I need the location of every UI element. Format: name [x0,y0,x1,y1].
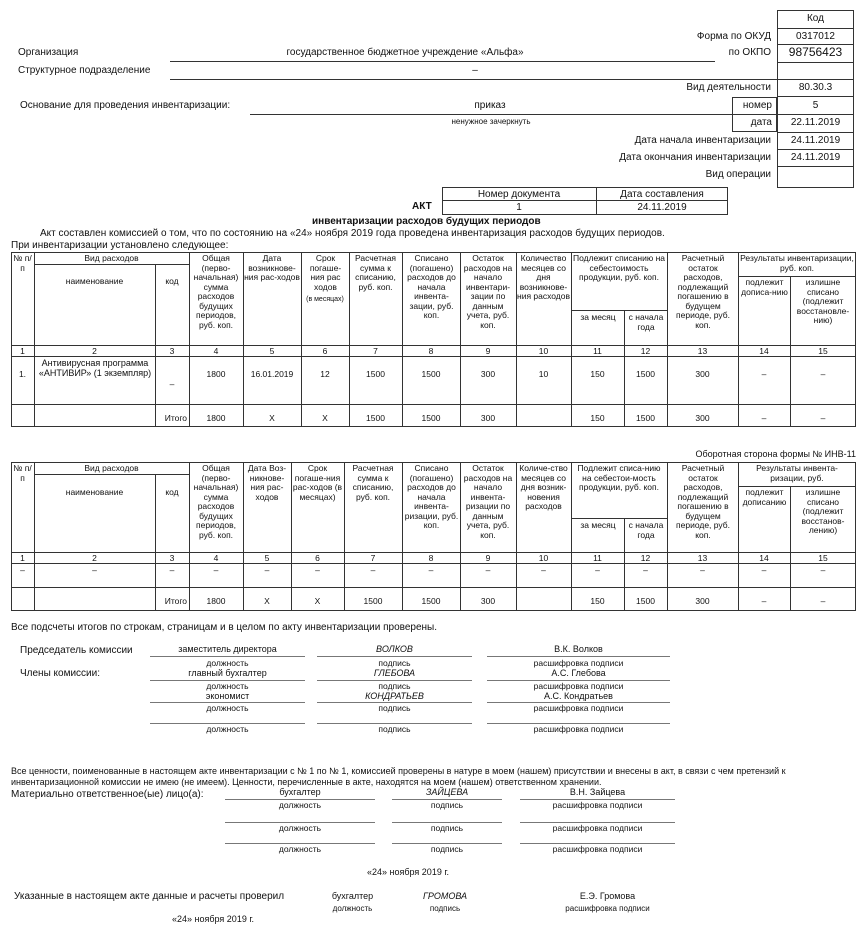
t1-row-c10: 10 [538,369,549,379]
t2-tot-c8: 1500 [421,596,441,606]
t2-tot-c4: 1800 [206,596,226,606]
member1-signature: ГЛЕБОВА [373,668,416,678]
t2-d5: – [264,565,270,575]
t2-tot-c5: Х [264,596,270,606]
t2-n7: 7 [370,553,376,563]
t1-h-months: Количество месяцев со дня возникнове-ния расходов [517,253,571,302]
t2-tot-c11: 150 [590,596,605,606]
t1-h-date: Дата возникнове-ния рас-ходов [244,253,300,283]
t1-row-c5: 16.01.2019 [250,369,294,379]
code-header: Код [806,13,824,24]
t2-d3: – [169,565,175,575]
t1-h-writ: Списано (погашено) расходов до начала инвента-зации, руб. коп. [407,253,456,321]
t2-n1: 1 [20,553,25,563]
act-established: При инвентаризации установлено следующее: [11,240,229,251]
t2-n11: 11 [593,553,602,563]
resp-position: бухгалтер [279,787,321,797]
start-date-label: Дата начала инвентаризации [634,135,771,146]
t2-tot-c15: – [820,596,826,606]
member2-dec-caption: расшифровка подписи [533,703,624,713]
member2-pos-caption: должность [206,703,249,713]
member3-sig-caption: подпись [378,724,411,734]
responsible-label: Материально ответственное(ые) лицо(а): [11,789,204,800]
t2-d12: – [643,565,648,575]
t1-tot-c9: 300 [480,413,496,423]
t2-d6: – [315,565,320,575]
order-date: 22.11.2019 [790,117,841,128]
doc-date-label: Дата составления [620,189,704,200]
t2-tot-c14: – [761,596,767,606]
basis-label: Основание для проведения инвентаризации: [20,100,231,111]
t1-n14: 14 [759,346,769,356]
t1-row-name: Антивирусная программа «АНТИВИР» (1 экземпляр) [38,358,152,379]
t2-h-calc: Расчетная сумма к списанию, руб. коп. [352,463,394,502]
t2-tot-c7: 1500 [363,596,383,606]
resp-sig-caption: подпись [430,800,464,810]
doc-date: 24.11.2019 [637,202,687,213]
t2-h-calcrest: Расчетный остаток расходов, подлежащий погашению в будущем периоде, руб. коп. [676,463,730,540]
t1-h-name: наименование [65,276,124,286]
t2-h-extra: подлежит дописанию [742,487,787,507]
t1-h-start: с начала года [628,312,664,332]
t1-tot-c11: 150 [590,413,605,423]
member3-dec-caption: расшифровка подписи [533,724,624,734]
t2-tot-c6: Х [314,596,321,606]
t2-n14: 14 [759,553,769,563]
member2-sig-caption: подпись [378,703,411,713]
t1-h-calc: Расчетная сумма к списанию, руб. коп. [354,253,397,292]
basis-note: ненужное зачеркнуть [451,117,531,126]
checker-dec-caption: расшифровка подписи [565,904,650,913]
t2-n9: 9 [485,553,491,563]
t2-d11: – [595,565,600,575]
member1-name: А.С. Глебова [551,668,606,678]
activity-code: 80.30.3 [798,82,833,93]
t2-h-num: № п/п [13,463,32,483]
resp3-dec-caption: расшифровка подписи [552,844,643,854]
resp-pos-caption: должность [278,800,322,810]
t1-row-c11: 150 [590,369,605,379]
member2-name: А.С. Кондратьев [544,691,613,701]
resp2-pos-caption: должность [278,823,322,833]
t2-n4: 4 [213,553,219,563]
t2-n6: 6 [315,553,320,563]
t1-tot-c8: 1500 [421,413,441,423]
t2-h-date: Дата Воз-никнове-ния рас-ходов [247,463,287,502]
t1-n9: 9 [485,346,491,356]
organization-label: Организация [18,47,79,58]
t1-n10: 10 [538,346,549,356]
t2-d15: – [820,565,826,575]
t1-h-term: Срок погаше-ния рас ходов [309,253,342,292]
t1-row-c12: 1500 [636,369,655,379]
members-label: Члены комиссии: [20,668,101,679]
t2-h-excess: излишне списано (подлежит восстанов-лению) [801,487,845,536]
chair-pos-caption: должность [206,658,249,668]
t1-h-calcrest: Расчетный остаток расходов, подлежащий погашению в будущем периоде, руб. коп. [676,253,730,330]
t1-h-term-months: (в месяцах) [306,296,344,303]
t2-tot-c9: 300 [480,596,496,606]
t2-h-total: Общая (перво-начальная) сумма расходов будущих периодов, руб. коп. [193,463,239,540]
t2-d14: – [761,565,767,575]
member1-dec-caption: расшифровка подписи [533,681,624,691]
chair-name: В.К. Волков [554,644,603,654]
okud-label: Форма по ОКУД [696,31,771,42]
t2-n5: 5 [264,553,270,563]
t2-h-writ: Списано (погашено) расходов до начала инвента-ризации, руб. коп. [404,463,459,531]
checker-position: бухгалтер [331,891,374,901]
doc-number-label: Номер документа [477,189,561,200]
t1-n8: 8 [428,346,434,356]
t2-d7: – [370,565,376,575]
resp3-sig-caption: подпись [430,844,464,854]
number-label: номер [742,100,772,111]
t2-h-start: с начала года [628,520,664,540]
t2-n13: 13 [697,553,708,563]
t2-h-results: Результаты инвента-ризации, руб. [756,463,838,483]
t1-row-c13: 300 [695,369,710,379]
checker-date: «24» ноября 2019 г. [172,914,255,924]
t1-row-c14: – [761,369,767,379]
member1-pos-caption: должность [206,681,249,691]
t2-d10: – [541,565,546,575]
t1-h-code: код [165,276,179,286]
t2-d8: – [428,565,434,575]
t1-h-rest: Остаток расходов на начало инвентари-зации по данным учета, руб. коп. [463,253,513,330]
t2-d4: – [213,565,219,575]
t2-d2: – [92,565,97,575]
t1-n15: 15 [818,346,828,356]
okud-code: 0317012 [796,31,835,42]
t1-row-c8: 1500 [421,369,441,379]
structural-unit-label: Структурное подразделение [18,65,151,76]
t1-tot-c13: 300 [695,413,710,423]
t1-n6: 6 [322,346,328,356]
member1-position: главный бухгалтер [188,668,267,678]
t1-h-results: Результаты инвентаризации, руб. коп. [740,253,854,273]
end-date-label: Дата окончания инвентаризации [619,152,771,163]
resp-date: «24» ноября 2019 г. [367,867,450,877]
t2-h-rest: Остаток расходов на начало инвента-ризации по данным учета, руб. коп. [463,463,513,540]
t1-n11: 11 [593,346,602,356]
chair-signature: ВОЛКОВ [376,644,413,654]
t1-n1: 1 [20,346,25,356]
member2-position: экономист [205,691,250,701]
resp-signature: ЗАЙЦЕВА [425,787,469,797]
t2-h-code: код [165,487,179,497]
okpo-code: 98756423 [788,45,843,59]
t1-h-num: № п/п [13,253,32,273]
t1-n3: 3 [169,346,175,356]
t2-h-month: за месяц [580,520,616,530]
t1-itogo: Итого [164,413,187,423]
t1-n5: 5 [269,346,275,356]
t1-n7: 7 [373,346,378,356]
t2-h-name: наименование [65,487,124,497]
t2-tot-c12: 1500 [636,596,655,606]
t1-n4: 4 [213,346,219,356]
t1-tot-c12: 1500 [636,413,655,423]
chair-position: заместитель директора [178,644,277,654]
checker-signature: ГРОМОВА [422,891,468,901]
order-number: 5 [812,100,819,111]
responsibility-text: Все ценности, поименованные в настоящем акте инвентаризации с № 1 по № 1, комиссией проверены в натуре в моем (нашем) присутствии и внесены в акт, в связи с чем претензий к инвентаризационной комиссии не имею (не имеем). Ценности, перечисленные в акте, находятся на моем (нашем) ответственном хранении. [11,766,786,788]
t1-n12: 12 [640,346,651,356]
t1-h-sub: Подлежит списанию на себестоимость продукции, руб. коп. [572,253,666,283]
t1-row-c6: 12 [320,369,330,379]
t2-n3: 3 [169,553,175,563]
resp-dec-caption: расшифровка подписи [552,800,643,810]
t1-row-c4: 1800 [206,369,226,379]
t2-d13: – [700,565,705,575]
structural-unit-value: – [472,65,478,76]
checker-pos-caption: должность [332,904,373,913]
t1-tot-c15: – [820,413,826,423]
okpo-label: по ОКПО [728,47,771,58]
t2-n8: 8 [428,553,434,563]
t1-row-code: – [169,379,175,389]
act-subtitle: инвентаризации расходов будущих периодов [312,216,541,227]
t1-tot-c14: – [761,413,767,423]
member1-sig-caption: подпись [378,681,411,691]
checked-by-label: Указанные в настоящем акте данные и расчеты проверил [14,891,285,902]
resp2-sig-caption: подпись [430,823,464,833]
t1-tot-c6: Х [322,413,328,423]
t1-row-c15: – [820,369,826,379]
operation-label: Вид операции [705,169,771,180]
t2-n12: 12 [640,553,651,563]
t1-h-extra: подлежит дописа-нию [741,277,788,297]
t1-h-excess: излишне списано (подлежит восстановле-нию) [796,277,850,326]
t1-n13: 13 [697,346,708,356]
t2-itogo: Итого [164,596,187,606]
t2-d1: – [20,565,25,575]
t1-row-c7: 1500 [366,369,385,379]
t1-tot-c5: Х [269,413,275,423]
member3-pos-caption: должность [206,724,249,734]
t1-n2: 2 [92,346,97,356]
reverse-side-caption: Оборотная сторона формы № ИНВ-11 [695,449,856,459]
basis-value: приказ [474,100,506,111]
totals-checked-text: Все подсчеты итогов по строкам, страницам и в целом по акту инвентаризации проверены. [11,622,438,633]
t1-tot-c4: 1800 [206,413,226,423]
t1-h-month: за месяц [580,312,616,322]
chair-sig-caption: подпись [378,658,411,668]
resp-name: В.Н. Зайцева [569,787,626,797]
chair-dec-caption: расшифровка подписи [533,658,624,668]
end-date: 24.11.2019 [790,152,841,163]
chairman-label: Председатель комиссии [20,645,133,656]
doc-number: 1 [516,202,522,213]
act-intro: Акт составлен комиссией о том, что по состоянию на «24» ноября 2019 года проведена инвентаризация расходов будущих периодов. [40,228,665,239]
t2-d9: – [485,565,491,575]
checker-name: Е.Э. Громова [579,891,636,901]
t2-h-months: Количе-ство месяцев со дня возник-новения расходов [519,463,568,512]
t2-tot-c13: 300 [695,596,710,606]
member2-signature: КОНДРАТЬЕВ [365,691,424,701]
date-label: дата [750,117,772,128]
t2-n15: 15 [818,553,828,563]
t2-h-sub: Подлежит списа-нию на себестои-мость продукции, руб. коп. [577,463,661,493]
checker-sig-caption: подпись [429,904,461,913]
t2-h-term: Срок погаше-ния рас-ходов (в месяцах) [292,463,343,502]
t1-tot-c7: 1500 [366,413,385,423]
t2-n2: 2 [92,553,97,563]
t1-row-c9: 300 [480,369,496,379]
organization-name: государственное бюджетное учреждение «Альфа» [286,47,524,58]
t1-h-total: Общая (перво-начальная) сумма расходов будущих периодов, руб. коп. [193,253,239,330]
t2-h-vid: Вид расходов [84,463,139,473]
act-title: АКТ [412,201,432,212]
t2-n10: 10 [538,553,549,563]
t1-row-num: 1. [18,369,27,379]
activity-label: Вид деятельности [686,82,771,93]
resp2-dec-caption: расшифровка подписи [552,823,643,833]
t1-h-vid: Вид расходов [84,253,139,263]
resp3-pos-caption: должность [278,844,322,854]
start-date: 24.11.2019 [790,135,841,146]
